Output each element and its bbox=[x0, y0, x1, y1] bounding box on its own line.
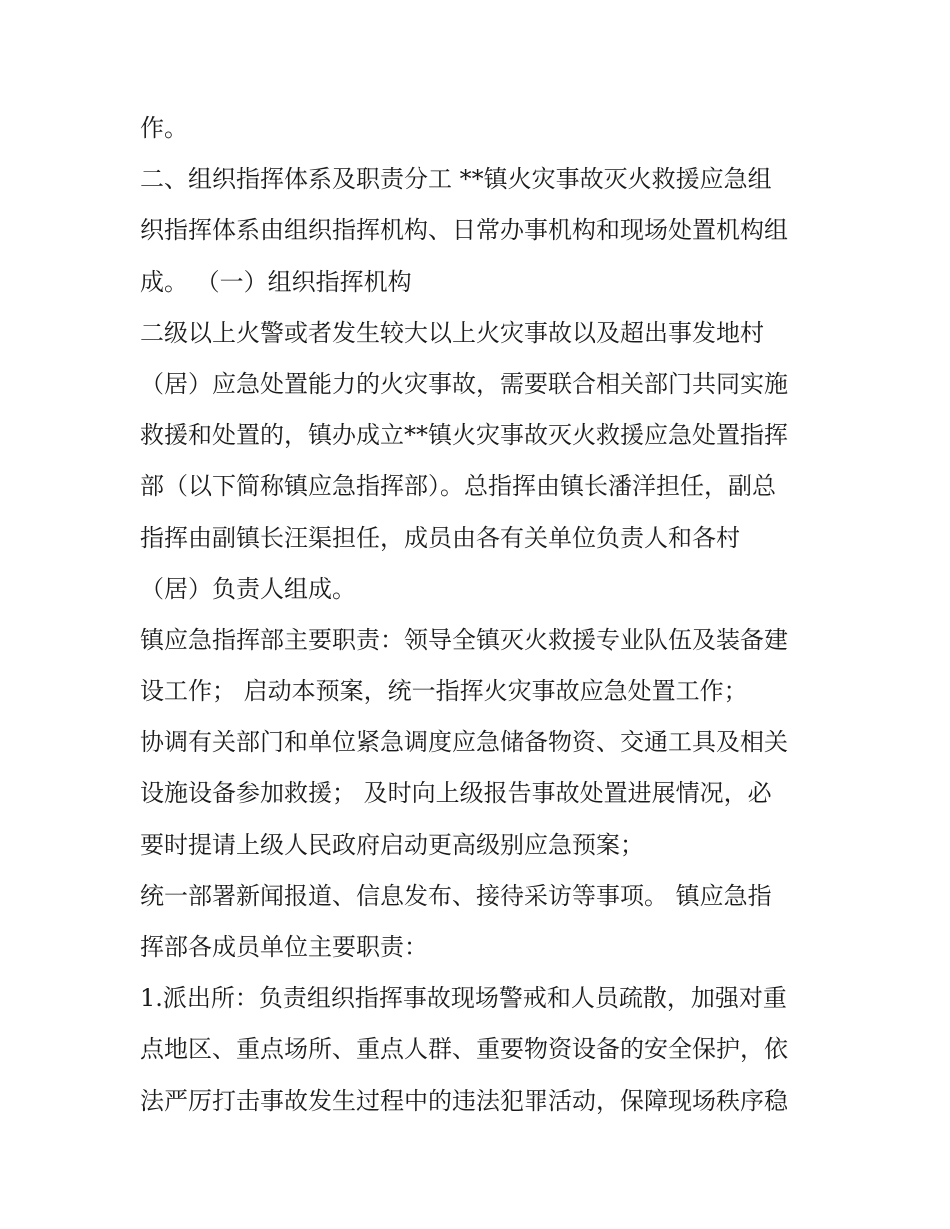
text-line: 设施设备参加救援； 及时向上级报告事故处置进展情况，必 bbox=[140, 779, 772, 808]
section-heading-line: 二、组织指挥体系及职责分工 **镇火灾事故灭火救援应急组 bbox=[140, 165, 772, 194]
text-line: 设工作； 启动本预案，统一指挥火灾事故应急处置工作； bbox=[140, 677, 748, 706]
list-item-line: 1.派出所：负责组织指挥事故现场警戒和人员疏散，加强对重 bbox=[140, 984, 787, 1013]
text-line: 织指挥体系由组织指挥机构、日常办事机构和现场处置机构组 bbox=[140, 216, 788, 245]
subsection-heading-line: 成。 （一）组织指挥机构 bbox=[140, 267, 412, 296]
text-line: 二级以上火警或者发生较大以上火灾事故以及超出事发地村 bbox=[140, 318, 764, 347]
text-line: 点地区、重点场所、重点人群、重要物资设备的安全保护，依 bbox=[140, 1035, 788, 1064]
text-line: 部（以下简称镇应急指挥部）。总指挥由镇长潘洋担任，副总 bbox=[140, 472, 776, 501]
text-line: 统一部署新闻报道、信息发布、接待采访等事项。 镇应急指 bbox=[140, 881, 772, 910]
text-line: 镇应急指挥部主要职责：领导全镇灭火救援专业队伍及装备建 bbox=[140, 625, 788, 654]
document-body bbox=[140, 103, 830, 1127]
text-line: 指挥由副镇长汪渠担任，成员由各有关单位负责人和各村 bbox=[140, 523, 740, 552]
text-line: 要时提请上级人民政府启动更高级别应急预案； bbox=[140, 830, 644, 859]
text-line: 协调有关部门和单位紧急调度应急储备物资、交通工具及相关 bbox=[140, 728, 788, 757]
text-line: （居）负责人组成。 bbox=[140, 574, 356, 603]
text-line: 法严厉打击事故发生过程中的违法犯罪活动，保障现场秩序稳 bbox=[140, 1086, 788, 1115]
text-line: （居）应急处置能力的火灾事故，需要联合相关部门共同实施 bbox=[140, 369, 788, 398]
text-line: 挥部各成员单位主要职责： bbox=[140, 933, 428, 961]
text-line: 救援和处置的，镇办成立**镇火灾事故灭火救援应急处置指挥 bbox=[140, 421, 788, 450]
text-line: 作。 bbox=[140, 114, 188, 142]
